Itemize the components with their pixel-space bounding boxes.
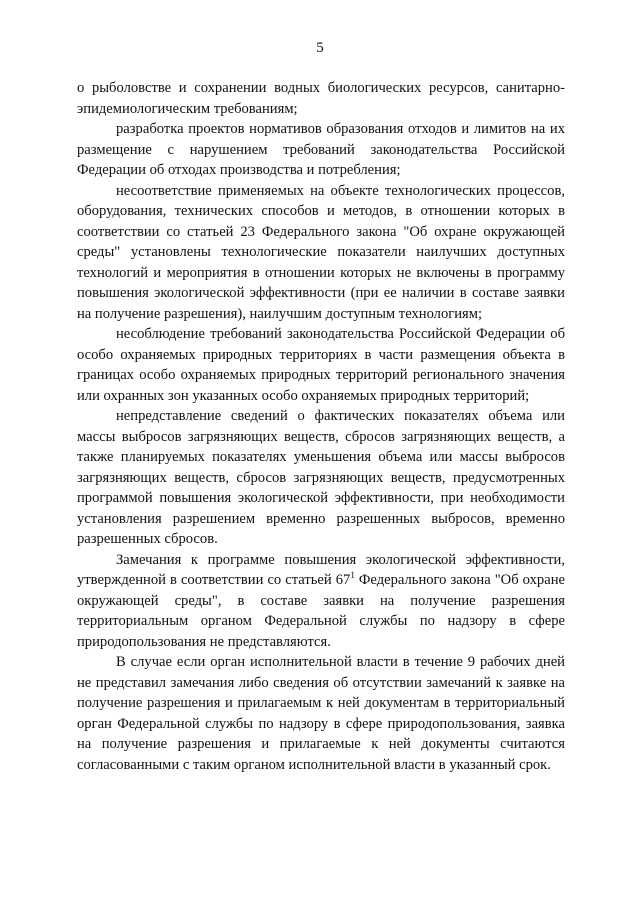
article-superscript: 1 [350, 570, 355, 581]
paragraph-1: о рыболовстве и сохранении водных биологических ресурсов, санитарно-эпидемиологическим требованиям; [77, 80, 565, 117]
paragraph-6-start: Замечания к программе повышения экологической эффективности, утвержденной в соответствии со статьей 67 [77, 551, 565, 588]
paragraph-2: разработка проектов нормативов образования отходов и лимитов на их размещение с нарушением требований законодательства Российской Федерации об отходах производства и потребления; [77, 121, 565, 178]
paragraph-3: несоответствие применяемых на объекте технологических процессов, оборудования, технических способов и методов, в отношении которых в соответствии со статьей 23 Федерального закона "Об охране окружающей среды" установлены технологические показатели наилучших доступных технологий и мероприятия в отношении которых не включены в программу повышения экологической эффективности (при ее наличии в составе заявки на получение разрешения), наилучшим доступным технологиям; [77, 182, 565, 322]
paragraph-7: В случае если орган исполнительной власти в течение 9 рабочих дней не представил замечания либо сведения об отсутствии замечаний к заявке на получение разрешения и прилагаемым к ней документам в территориальный орган Федеральной службы по надзору в сфере природопользования, заявка на получение разрешения и прилагаемые к ней документы считаются согласованными с таким органом исполнительной власти в указанный срок. [77, 654, 565, 773]
paragraph-4: несоблюдение требований законодательства Российской Федерации об особо охраняемых природных территориях в части размещения объекта в границах особо охраняемых природных территорий регионального значения или охранных зон указанных особо охраняемых природных территорий; [77, 326, 565, 404]
paragraph-5: непредставление сведений о фактических показателях объема или массы выбросов загрязняющих веществ, сбросов загрязняющих веществ, а также планируемых показателях уменьшения объема или массы выбросов загрязняющих веществ, сбросов загрязняющих веществ, предусмотренных программой повышения экологической эффективности, при необходимости установления разрешением временно разрешенных выбросов, временно разрешенных сбросов. [77, 408, 565, 547]
paragraph-6 [77, 550, 565, 653]
page-number: 5 [316, 40, 324, 56]
document-body [77, 78, 565, 775]
paragraph-6-end: Федерального закона "Об охране окружающей среды", в составе заявки на получение разрешения территориальным органом Федеральной службы по надзору в сфере природопользования не представляются. [77, 572, 565, 650]
